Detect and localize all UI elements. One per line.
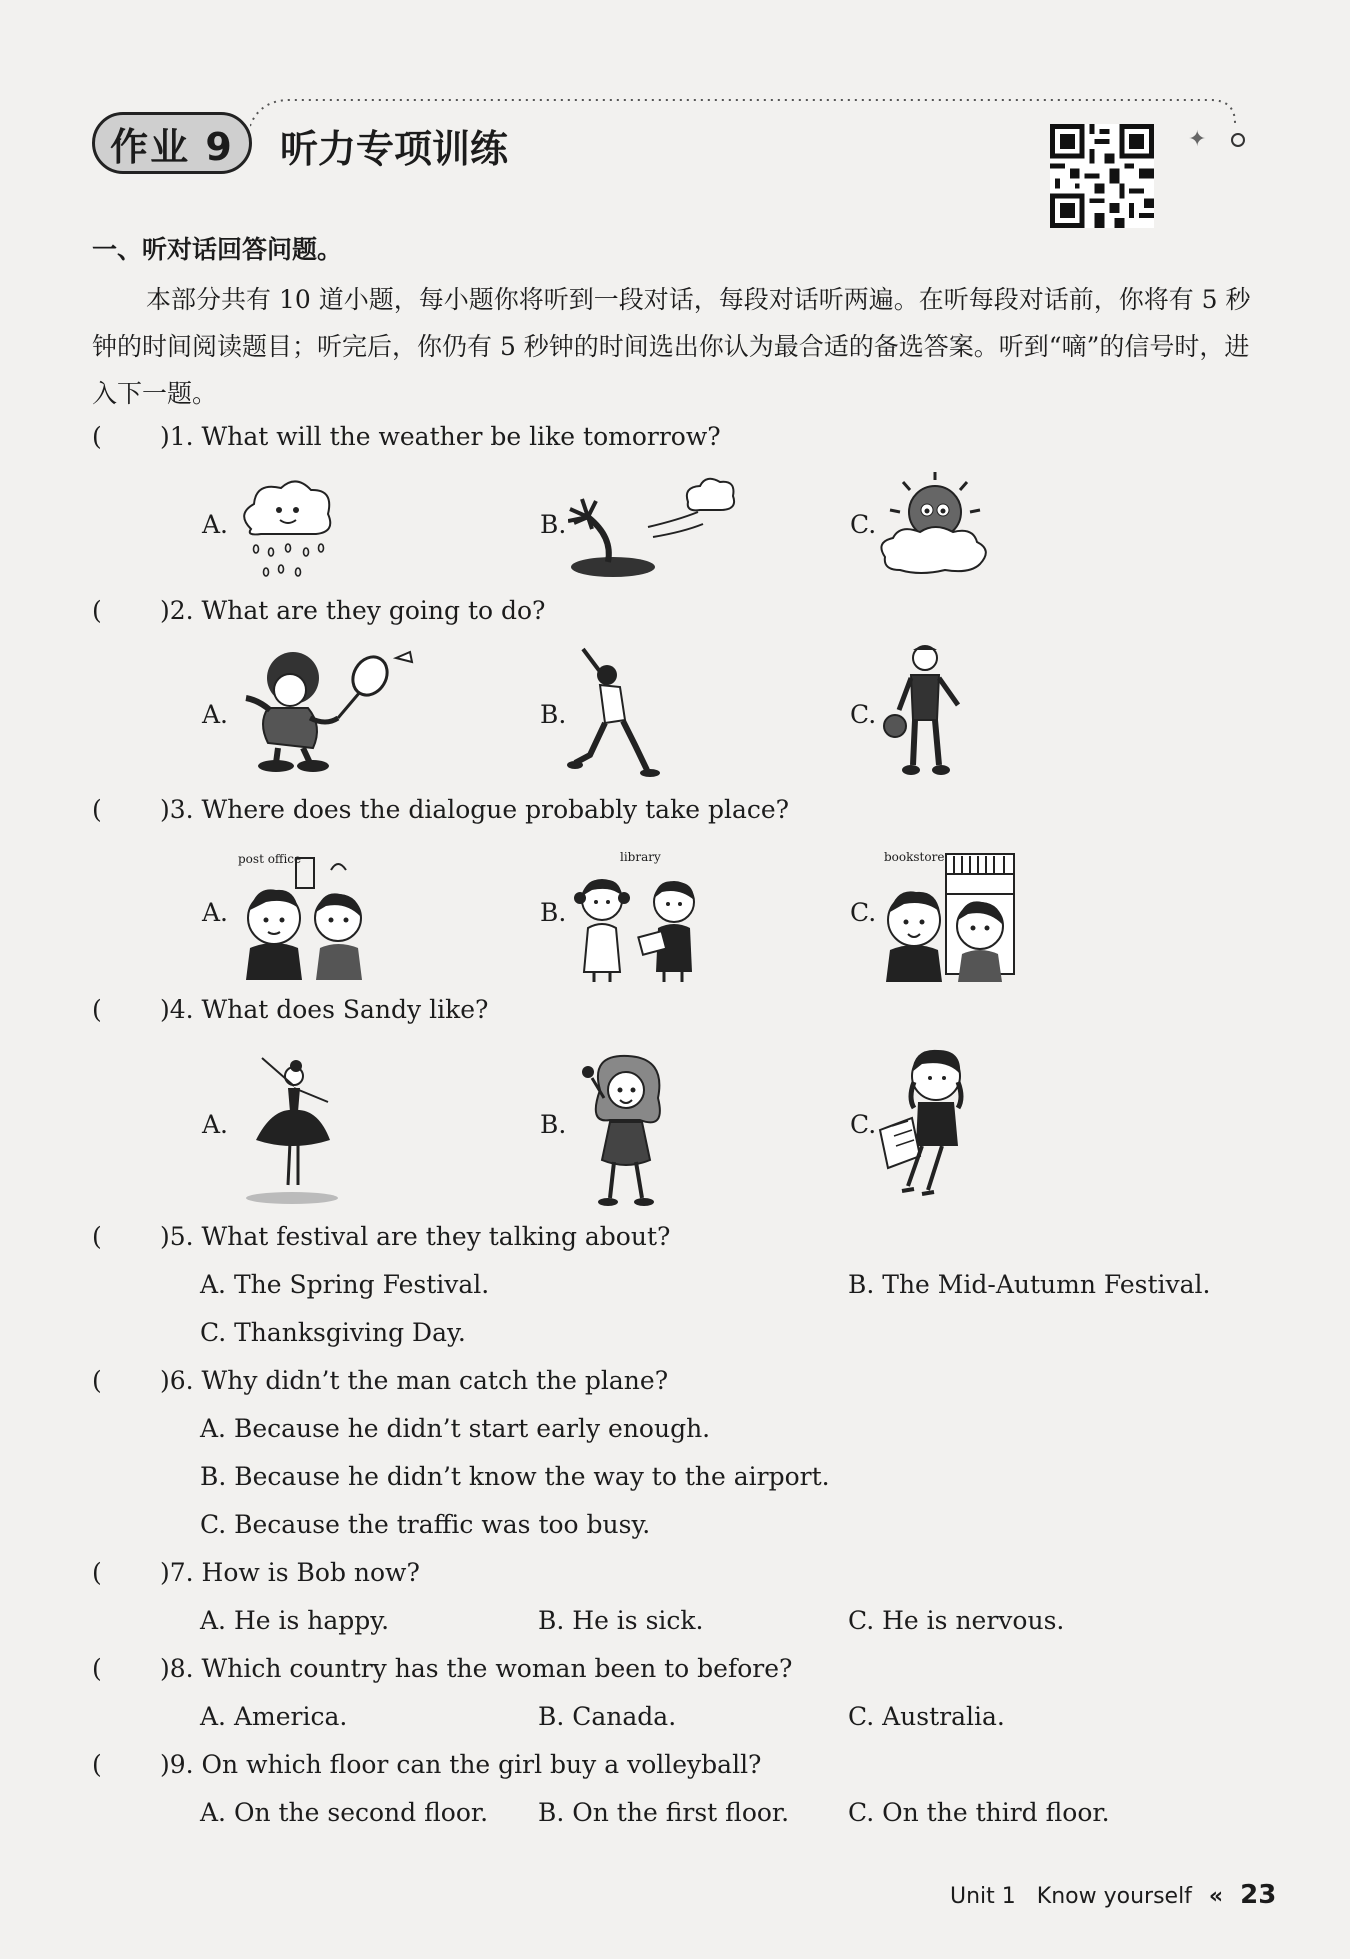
ballet-dancer-icon	[232, 1050, 342, 1210]
bookstore-caption: bookstore	[884, 850, 945, 864]
library-scene-icon	[572, 872, 712, 984]
q3-option-b[interactable]: B.	[540, 898, 567, 927]
question-5	[92, 1222, 670, 1251]
svg-text:✦: ✦	[1188, 127, 1207, 148]
section-instructions: 本部分共有 10 道小题，每小题你将听到一段对话，每段对话听两遍。在听每段对话前，你将有 5 秒钟的时间阅读题目；听完后，你仍有 5 秒钟的时间选出你认为最合适的备选答案。听到“嘀”的信号时，进入下一题。	[92, 285, 1251, 408]
qr-code-icon[interactable]	[1050, 124, 1154, 228]
question-text: )5. What festival are they talking about?	[160, 1222, 671, 1251]
post-office-scene-icon	[236, 850, 376, 985]
sun-behind-cloud-icon	[875, 472, 995, 582]
footer-unit: Unit 1	[950, 1884, 1016, 1909]
q9-option-a[interactable]: A. On the second floor.	[200, 1798, 489, 1827]
q7-option-a[interactable]: A. He is happy.	[200, 1606, 390, 1635]
question-9	[92, 1750, 761, 1779]
question-2	[92, 596, 545, 625]
q8-option-b[interactable]: B. Canada.	[538, 1702, 677, 1731]
answer-bracket[interactable]: (	[92, 596, 102, 625]
footer-unit-title: Know yourself	[1036, 1884, 1192, 1909]
q1-option-b[interactable]: B.	[540, 510, 567, 539]
badminton-player-icon	[238, 648, 418, 778]
q6-option-a[interactable]: A. Because he didn’t start early enough.	[200, 1414, 711, 1443]
reading-girl-icon	[872, 1046, 982, 1206]
q5-option-a[interactable]: A. The Spring Festival.	[200, 1270, 490, 1299]
question-text: )9. On which floor can the girl buy a volleyball?	[160, 1750, 762, 1779]
post-office-caption: post office	[238, 852, 302, 866]
q7-option-b[interactable]: B. He is sick.	[538, 1606, 704, 1635]
question-text: )6. Why didn’t the man catch the plane?	[160, 1366, 669, 1395]
chevron-left-icon: «	[1208, 1884, 1224, 1909]
answer-bracket[interactable]: (	[92, 422, 102, 451]
question-3	[92, 795, 789, 824]
answer-bracket[interactable]: (	[92, 995, 102, 1024]
q9-option-c[interactable]: C. On the third floor.	[848, 1798, 1110, 1827]
q7-option-c[interactable]: C. He is nervous.	[848, 1606, 1065, 1635]
page-footer	[950, 1880, 1276, 1910]
q2-option-c[interactable]: C.	[850, 700, 877, 729]
q1-option-c[interactable]: C.	[850, 510, 877, 539]
q4-option-a[interactable]: A.	[202, 1110, 229, 1139]
page-number: 23	[1240, 1880, 1277, 1910]
q5-option-b[interactable]: B. The Mid-Autumn Festival.	[848, 1270, 1211, 1299]
q6-option-c[interactable]: C. Because the traffic was too busy.	[200, 1510, 651, 1539]
q8-option-c[interactable]: C. Australia.	[848, 1702, 1005, 1731]
q1-option-a[interactable]: A.	[202, 510, 229, 539]
baseball-player-icon	[565, 645, 665, 780]
bookstore-scene-icon	[874, 850, 1019, 985]
q2-option-b[interactable]: B.	[540, 700, 567, 729]
question-text: )4. What does Sandy like?	[160, 995, 489, 1024]
q6-option-b[interactable]: B. Because he didn’t know the way to the airport.	[200, 1462, 830, 1491]
answer-bracket[interactable]: (	[92, 1366, 102, 1395]
answer-bracket[interactable]: (	[92, 1222, 102, 1251]
question-8	[92, 1654, 792, 1683]
question-text: )7. How is Bob now?	[160, 1558, 420, 1587]
q4-option-b[interactable]: B.	[540, 1110, 567, 1139]
homework-badge: 作业 9	[92, 112, 252, 174]
page-title: 听力专项训练	[280, 127, 509, 171]
question-text: )2. What are they going to do?	[160, 596, 546, 625]
question-text: )3. Where does the dialogue probably take place?	[160, 795, 790, 824]
answer-bracket[interactable]: (	[92, 795, 102, 824]
answer-bracket[interactable]: (	[92, 1654, 102, 1683]
basketball-player-icon	[873, 640, 983, 780]
q3-option-c[interactable]: C.	[850, 898, 877, 927]
singer-icon	[570, 1050, 680, 1210]
question-1	[92, 422, 721, 451]
section-heading: 一、听对话回答问题。	[92, 235, 343, 264]
q3-option-a[interactable]: A.	[202, 898, 229, 927]
answer-bracket[interactable]: (	[92, 1558, 102, 1587]
answer-bracket[interactable]: (	[92, 1750, 102, 1779]
question-4	[92, 995, 488, 1024]
rainy-cloud-icon	[236, 474, 336, 584]
question-7	[92, 1558, 420, 1587]
windy-tree-icon	[568, 472, 738, 582]
library-caption: library	[620, 850, 661, 864]
q2-option-a[interactable]: A.	[202, 700, 229, 729]
question-text: )1. What will the weather be like tomorrow?	[160, 422, 721, 451]
q8-option-a[interactable]: A. America.	[200, 1702, 348, 1731]
question-text: )8. Which country has the woman been to before?	[160, 1654, 793, 1683]
question-6	[92, 1366, 668, 1395]
q5-option-c[interactable]: C. Thanksgiving Day.	[200, 1318, 466, 1347]
q9-option-b[interactable]: B. On the first floor.	[538, 1798, 790, 1827]
q4-option-c[interactable]: C.	[850, 1110, 877, 1139]
